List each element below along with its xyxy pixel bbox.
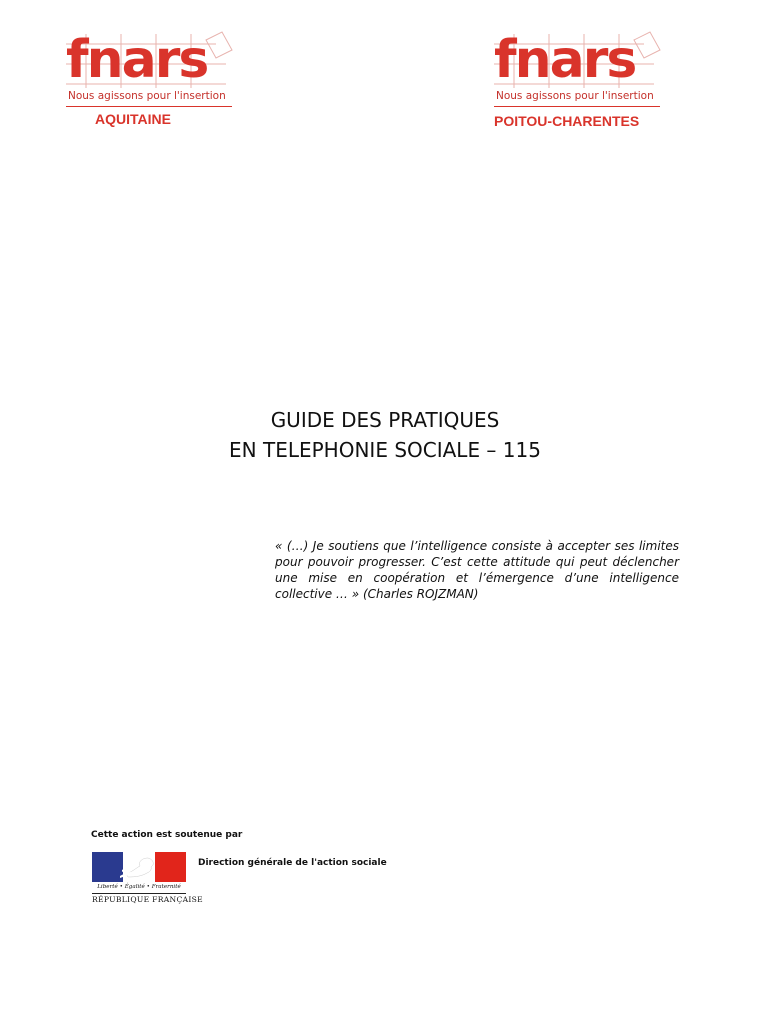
french-flag-marianne-icon (92, 852, 186, 882)
logo-tagline: Nous agissons pour l'insertion (496, 90, 654, 102)
logo-wordmark: fnars (66, 30, 208, 90)
logo-underline (494, 106, 660, 107)
support-label: Cette action est soutenue par (91, 830, 243, 840)
gov-name: RÉPUBLIQUE FRANÇAISE (92, 895, 203, 904)
document-title (0, 405, 770, 465)
epigraph-quote: « (…) Je soutiens que l’intelligence consiste à accepter ses limites pour pouvoir progresser. C’est cette attitude qui peut déclencher une mise en coopération et l’émergence d’une intelligence collective … » (Charles ROJZMAN) (275, 539, 679, 601)
fnars-logo-poitou-charentes (494, 30, 664, 110)
region-label-poitou-charentes: POITOU-CHARENTES (494, 113, 640, 129)
fnars-logo-aquitaine (66, 30, 236, 110)
logo-wordmark: fnars (494, 30, 636, 90)
title-line-2: EN TELEPHONIE SOCIALE – 115 (229, 438, 541, 462)
logo-underline (66, 106, 232, 107)
logo-tagline: Nous agissons pour l'insertion (68, 90, 226, 102)
title-line-1: GUIDE DES PRATIQUES (270, 408, 500, 432)
gov-motto: Liberté • Égalité • Fraternité (97, 884, 181, 890)
direction-label: Direction générale de l'action sociale (198, 858, 387, 868)
republique-francaise-logo (92, 852, 203, 908)
gov-divider (92, 893, 186, 894)
region-label-aquitaine: AQUITAINE (95, 111, 171, 127)
